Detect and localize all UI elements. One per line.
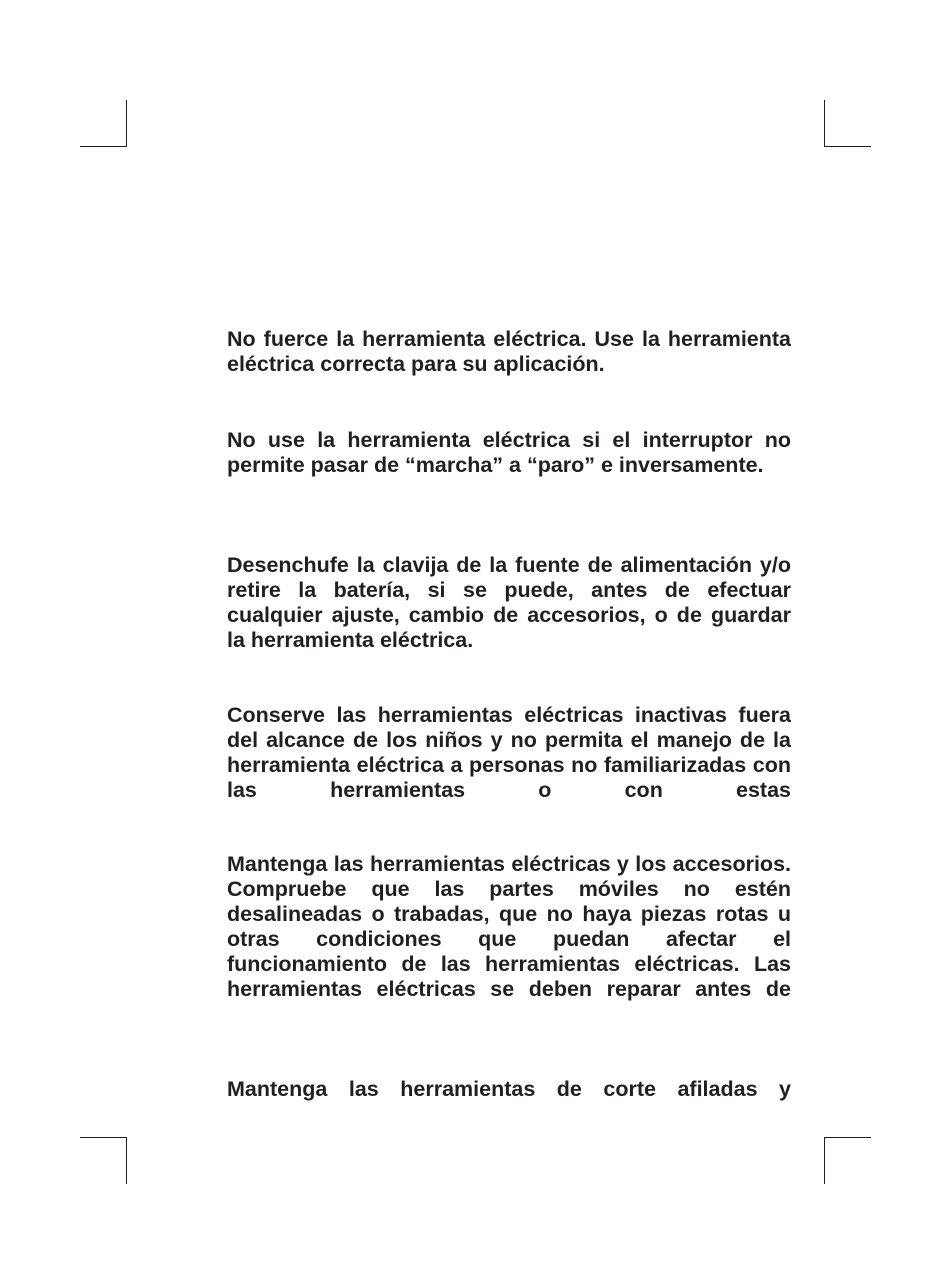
crop-mark-bottom-left-vertical [126,1137,127,1184]
crop-mark-bottom-right-horizontal [824,1137,871,1138]
crop-mark-top-right-horizontal [824,146,871,147]
crop-mark-top-left-horizontal [80,146,127,147]
paragraph-forzar-herramienta: No fuerce la herramienta eléctrica. Use la herramienta eléctrica correcta para su aplicación. [227,327,791,376]
paragraph-conservar-herramientas: Conserve las herramientas eléctricas inactivas fuera del alcance de los niños y no permita el manejo de la herramienta eléctrica a personas no familiarizadas con las herramientas o con estas [227,703,791,802]
paragraph-mantenimiento: Mantenga las herramientas eléctricas y los accesorios. Compruebe que las partes móviles no estén desalineadas o trabadas, que no haya piezas rotas u otras condiciones que puedan afectar el funcionamiento de las herramientas eléctricas. Las herramientas eléctricas se deben reparar antes de [227,852,791,1001]
crop-mark-bottom-right-vertical [824,1137,825,1184]
crop-mark-top-right-vertical [824,100,825,147]
paragraph-desenchufar: Desenchufe la clavija de la fuente de alimentación y/o retire la batería, si se puede, antes de efectuar cualquier ajuste, cambio de accesorios, o de guardar la herramienta eléctrica. [227,553,791,652]
paragraph-interruptor: No use la herramienta eléctrica si el interruptor no permite pasar de “marcha” a “paro” e inversamente. [227,428,791,477]
crop-mark-bottom-left-horizontal [80,1137,127,1138]
paragraph-herramientas-corte: Mantenga las herramientas de corte afiladas y [227,1077,791,1101]
crop-mark-top-left-vertical [126,100,127,147]
